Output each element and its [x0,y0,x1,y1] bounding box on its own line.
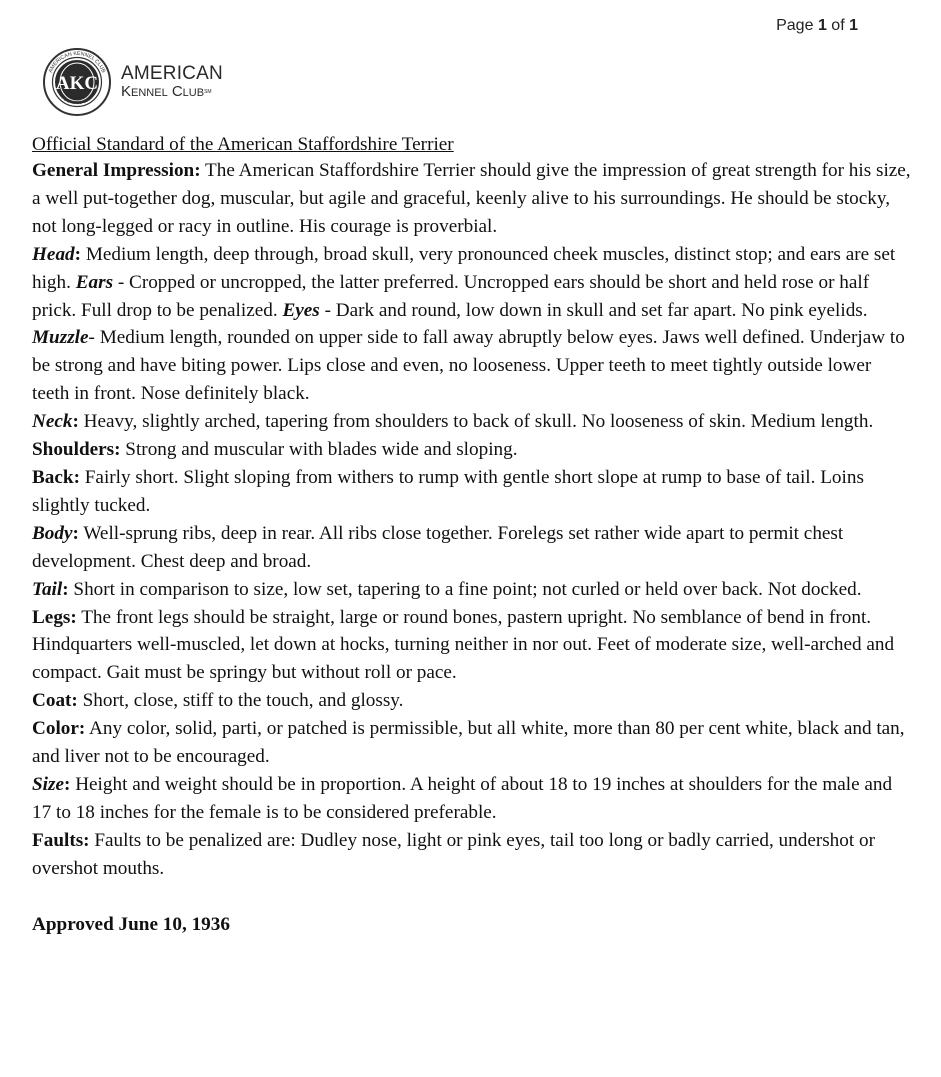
approval-date: Approved June 10, 1936 [32,913,230,935]
seal-ring-text: AMERICAN KENNEL CLUB [47,50,107,74]
standard-document [32,133,912,938]
subsection-label-muzzle: Muzzle [32,327,89,349]
akc-seal-icon [42,47,112,117]
brand-line1: AMERICAN [121,63,223,84]
subsection-text-muzzle: - Medium length, rounded on upper side to fall away abruptly below eyes. Jaws well defined. Underjaw to be strong and have biting power. Lips close and even, no looseness. Upper teeth to meet tightly outside lower teeth in front. Nose definitely black. [32,327,905,405]
section-label: Color: [32,718,86,740]
section-label: Head [32,243,75,265]
page-current: 1 [817,17,827,34]
brand-line2-wrap [121,84,223,100]
section-label: Coat: [32,690,78,712]
section-color [32,715,912,771]
section-neck [32,408,912,436]
section-label: Legs: [32,606,77,628]
section-general-impression [32,157,912,241]
section-label: Back: [32,466,80,488]
section-back [32,464,912,520]
section-text: Faults to be penalized are: Dudley nose, light or pink eyes, tail too long or badly carried, undershot or overshot mouths. [32,829,875,879]
section-head [32,241,912,408]
subsection-text-ears: - Cropped or uncropped, the latter preferred. Uncropped ears should be short and held rose or half prick. Full drop to be penalized. [32,271,870,321]
brand-mark: SM [204,89,212,95]
section-text: Short, close, stiff to the touch, and glossy. [77,690,404,712]
section-sep: : [72,411,79,433]
section-label: General Impression: [32,160,201,181]
section-label: Size [32,773,64,795]
seal-founded-text: FOUNDED 1884 [60,95,94,106]
section-text: Fairly short. Slight sloping from withers to rump with gentle short slope at rump to base of tail. Loins slightly tucked. [32,466,864,516]
page-indicator [776,17,858,35]
akc-logo [42,47,242,119]
section-sep: : [74,243,82,265]
section-text: Short in comparison to size, low set, tapering to a fine point; not curled or held over back. Not docked. [68,578,862,600]
section-label: Body [32,522,73,544]
brand-line2: Kennel Club [121,83,205,100]
section-label: Tail [32,578,63,600]
section-size [32,771,912,827]
section-label: Neck [32,411,73,433]
section-text: The American Staffordshire Terrier should give the impression of great strength for his size, a well put-together dog, muscular, but agile and graceful, keenly alive to his surroundings. He should be stocky, not long-legged or racy in outline. His courage is proverbial. [32,160,911,237]
section-label: Shoulders: [32,439,121,461]
subsection-label-eyes: Eyes [282,299,320,321]
section-sep: : [64,773,71,795]
section-sep: : [62,578,69,600]
brand-name [121,64,223,100]
seal-monogram: AKC [55,73,99,94]
page-of: of [831,17,845,34]
section-body [32,520,912,576]
section-tail [32,576,912,604]
section-legs [32,604,912,688]
section-sep: : [72,522,79,544]
section-text: Strong and muscular with blades wide and sloping. [120,439,518,461]
section-text: Medium length, deep through, broad skull, very pronounced cheek muscles, distinct stop; and ears are set high. [32,243,896,293]
subsection-label-ears: Ears [75,271,114,293]
section-text: Any color, solid, parti, or patched is permissible, but all white, more than 80 per cent white, black and tan, and liver not to be encouraged. [32,718,905,768]
subsection-text-eyes: - Dark and round, low down in skull and set far apart. No pink eyelids. [319,299,868,321]
section-text: Height and weight should be in proportion. A height of about 18 to 19 inches at shoulders for the male and 17 to 18 inches for the female is to be considered preferable. [32,773,893,823]
section-label: Faults: [32,829,90,851]
section-text: Well-sprung ribs, deep in rear. All ribs close together. Forelegs set rather wide apart to permit chest development. Chest deep and broad. [32,522,844,572]
section-faults [32,827,912,883]
section-text: Heavy, slightly arched, tapering from shoulders to back of skull. No looseness of skin. Medium length. [78,411,874,433]
section-shoulders [32,436,912,464]
page-total: 1 [849,17,858,34]
section-text: The front legs should be straight, large or round bones, pastern upright. No semblance of bend in front. Hindquarters well-muscled, let down at hocks, turning neither in nor out. Feet of moderate size, well-arched and compact. Gait must be springy but without roll or pace. [32,606,895,684]
document-title: Official Standard of the American Staffordshire Terrier [32,134,454,155]
section-coat [32,687,912,715]
page-prefix: Page [776,17,814,34]
